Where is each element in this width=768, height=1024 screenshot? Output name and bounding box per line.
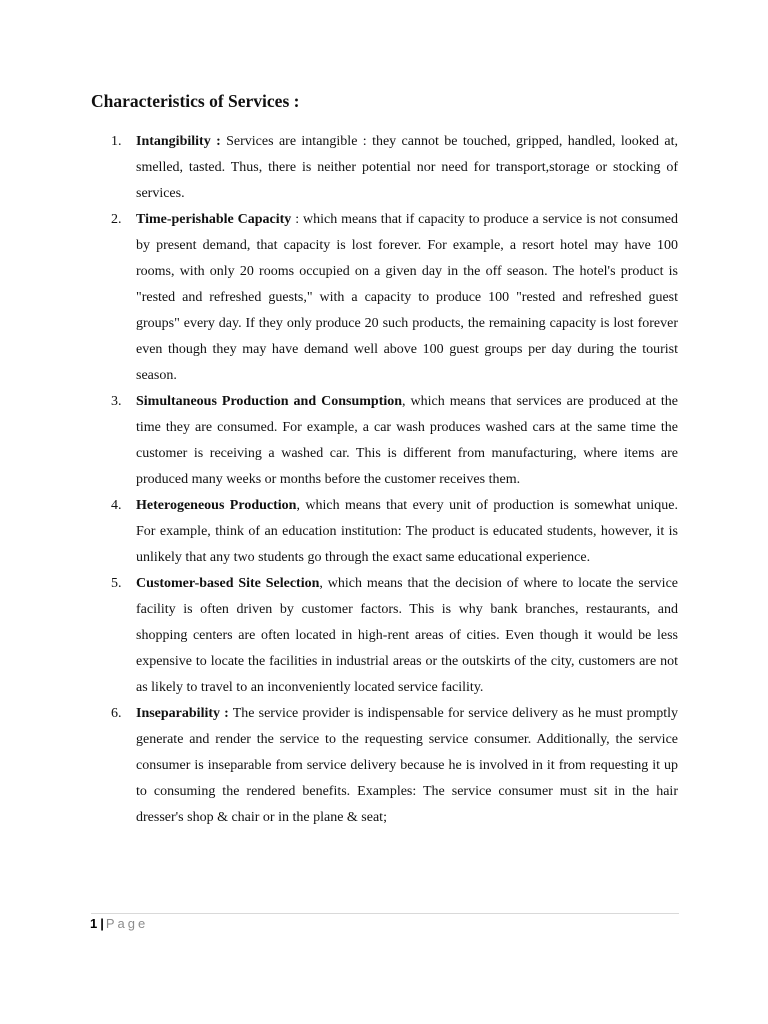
item-text: Services are intangible : they cannot be touched, gripped, handled, looked at, smelled, tasted. Thus, there is neither potential nor need for transport,storage or stocking of services.: [136, 134, 679, 201]
item-term: Simultaneous Production and Consumption: [136, 394, 403, 409]
item-term: Inseparability :: [136, 706, 229, 721]
list-item: [111, 493, 678, 571]
item-term: Time-perishable Capacity: [136, 212, 292, 227]
item-text: The service provider is indispensable for service delivery as he must promptly generate and render the service to the requesting service consumer. Additionally, the service consumer is inseparable from service delivery because he is involved in it from requesting it up to consuming the rendered benefits. Examples: The service consumer must sit in the hair dresser's shop & chair or in the plane & seat;: [136, 706, 678, 825]
item-number: 2.: [111, 212, 122, 227]
footer-separator: |: [100, 916, 104, 931]
list-item: [111, 389, 678, 493]
item-term: Intangibility :: [136, 134, 221, 149]
item-number: 4.: [111, 498, 122, 513]
list-item: [111, 207, 678, 389]
item-text: : which means that if capacity to produce a service is not consumed by present demand, that capacity is lost forever. For example, a resort hotel may have 100 rooms, with only 20 rooms occupied on a given day in the off season. The hotel's product is "rested and refreshed guests," with a capacity to produce 100 "rested and refreshed guest groups" every day. If they only produce 20 such products, the remaining capacity is lost forever even though they may have demand well above 100 guest groups per day during the tourist season.: [136, 212, 678, 383]
page-footer: [90, 914, 148, 934]
item-text: , which means that every unit of production is somewhat unique. For example, think of an education institution: The product is educated students, however, it is unlikely that any two students go through the exact same educational experience.: [136, 498, 678, 565]
item-text: , which means that services are produced at the time they are consumed. For example, a car wash produces washed cars at the same time the customer is receiving a washed car. This is different from manufacturing, where items are produced many weeks or months before the customer receives them.: [136, 394, 678, 487]
item-number: 5.: [111, 576, 122, 591]
list-item: [111, 129, 679, 207]
item-text: , which means that the decision of where to locate the service facility is often driven by customer factors. This is why bank branches, restaurants, and shopping centers are often located in high-rent areas of cities. Even though it would be less expensive to locate the facilities in industrial areas or the outskirts of the city, customers are not as likely to travel to an inconveniently located service facility.: [136, 576, 678, 695]
list-item: [111, 571, 678, 701]
page-label: Page: [105, 916, 149, 931]
item-term: Heterogeneous Production: [136, 498, 297, 513]
item-number: 1.: [111, 134, 122, 149]
item-number: 3.: [111, 394, 122, 409]
characteristics-list: [111, 129, 679, 831]
page-number: 1: [90, 916, 98, 931]
page-heading: Characteristics of Services :: [91, 91, 300, 111]
item-number: 6.: [111, 706, 122, 721]
item-term: Customer-based Site Selection: [136, 576, 320, 591]
footer-divider: [91, 913, 679, 914]
list-item: [111, 701, 678, 831]
